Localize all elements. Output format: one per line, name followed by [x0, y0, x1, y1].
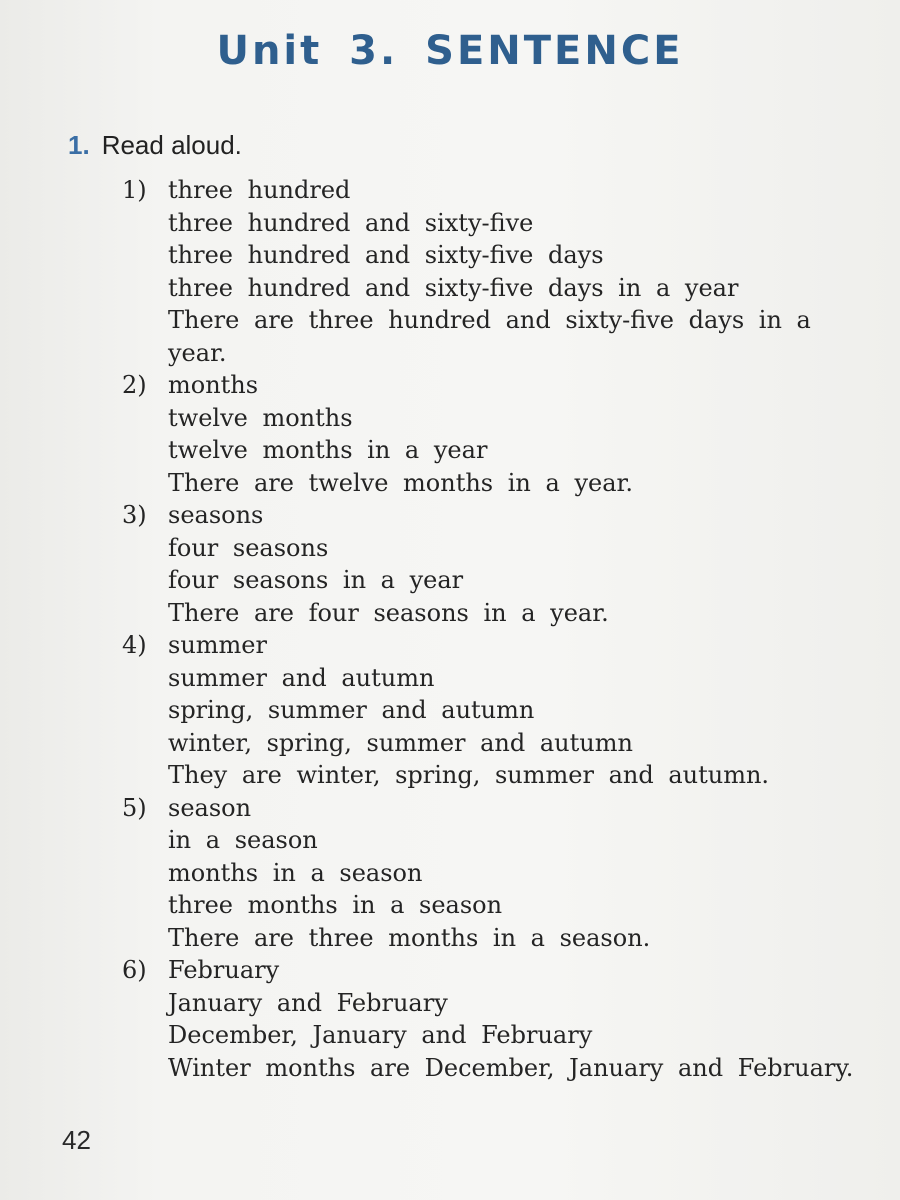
exercise-item — [122, 369, 862, 499]
exercise-item — [122, 629, 862, 792]
exercise-line: There are twelve months in a year. — [168, 468, 633, 497]
exercise-line: February — [168, 956, 280, 984]
exercise-line: There are three months in a season. — [168, 923, 651, 952]
exercise-line: There are three hundred and sixty-five days in a year. — [168, 306, 811, 367]
exercise-item — [122, 954, 862, 1084]
exercise-line: four seasons in a year — [168, 566, 464, 594]
exercise-item-number: 3) — [122, 501, 147, 529]
exercise-line: spring, summer and autumn — [168, 696, 535, 724]
exercise-item — [122, 792, 862, 955]
exercise-line: summer — [168, 631, 267, 659]
task-number: 1. — [68, 130, 90, 160]
task-instruction: Read aloud. — [101, 130, 242, 160]
exercise-line: in a season — [168, 826, 318, 854]
exercise-line: Winter months are December, January and February. — [168, 1053, 854, 1082]
exercise-line: three hundred and sixty-five — [168, 208, 534, 237]
exercise-line: seasons — [168, 501, 264, 529]
exercise-line: There are four seasons in a year. — [168, 598, 609, 627]
exercise-line: January and February — [168, 988, 448, 1017]
task-heading — [68, 130, 242, 161]
exercise-line: They are winter, spring, summer and autumn. — [168, 761, 770, 789]
exercise-line: summer and autumn — [168, 663, 435, 692]
exercise-lines — [168, 792, 862, 955]
exercise-line: three months in a season — [168, 891, 503, 919]
exercise-item-number: 4) — [122, 631, 147, 659]
exercise-lines — [168, 629, 862, 792]
exercise-lines — [168, 499, 862, 629]
exercise-item-number: 2) — [122, 371, 147, 399]
exercise-lines — [168, 369, 862, 499]
page-number: 42 — [62, 1125, 91, 1155]
exercise-lines — [168, 954, 862, 1084]
exercise-item-number: 5) — [122, 793, 147, 822]
exercise-line: months — [168, 371, 259, 399]
exercise-list — [122, 174, 862, 1084]
exercise-line: three hundred and sixty-five days in a year — [168, 273, 739, 302]
exercise-line: three hundred — [168, 176, 351, 204]
exercise-line: twelve months in a year — [168, 436, 488, 464]
exercise-item — [122, 174, 862, 369]
exercise-line: December, January and February — [168, 1021, 593, 1049]
exercise-line: three hundred and sixty-five days — [168, 241, 604, 269]
exercise-line: four seasons — [168, 533, 329, 562]
exercise-item-number: 6) — [122, 956, 147, 984]
exercise-line: winter, spring, summer and autumn — [168, 728, 633, 757]
exercise-line: months in a season — [168, 858, 423, 887]
exercise-item-number: 1) — [122, 176, 147, 204]
unit-title: Unit 3. SENTENCE — [216, 28, 684, 74]
exercise-lines — [168, 174, 862, 369]
exercise-line: season — [168, 793, 252, 822]
exercise-item — [122, 499, 862, 629]
exercise-line: twelve months — [168, 403, 353, 432]
